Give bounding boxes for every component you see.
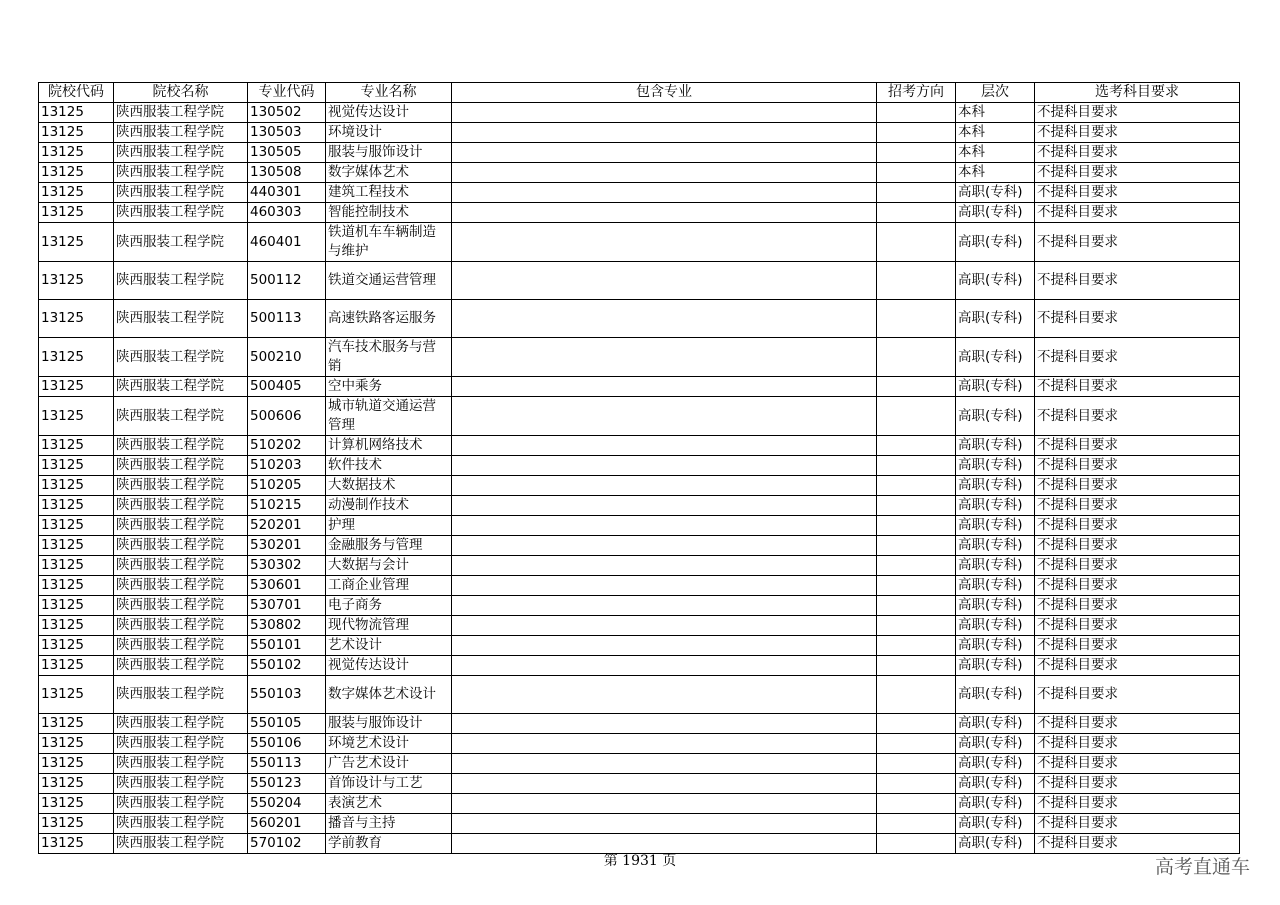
cell-col-major-name: 工商企业管理 (326, 576, 452, 596)
cell-col-major-name: 服装与服饰设计 (326, 714, 452, 734)
cell-col-school-code: 13125 (39, 616, 114, 636)
cell-col-school-code: 13125 (39, 516, 114, 536)
cell-col-major-code: 510205 (248, 476, 326, 496)
table-row (39, 794, 1240, 814)
cell-col-included-majors (452, 456, 877, 476)
cell-col-level: 高职(专科) (956, 596, 1035, 616)
cell-col-included-majors (452, 656, 877, 676)
table-row (39, 436, 1240, 456)
cell-col-major-code: 530201 (248, 536, 326, 556)
cell-col-included-majors (452, 714, 877, 734)
cell-col-included-majors (452, 203, 877, 223)
cell-col-subject-requirement: 不提科目要求 (1035, 814, 1240, 834)
table-row (39, 123, 1240, 143)
cell-col-school-name: 陕西服装工程学院 (114, 714, 248, 734)
cell-col-direction (877, 203, 956, 223)
table-row (39, 397, 1240, 436)
cell-col-direction (877, 123, 956, 143)
cell-col-school-name: 陕西服装工程学院 (114, 377, 248, 397)
cell-col-subject-requirement: 不提科目要求 (1035, 656, 1240, 676)
cell-col-school-code: 13125 (39, 223, 114, 262)
cell-col-major-code: 570102 (248, 834, 326, 854)
cell-col-major-name: 现代物流管理 (326, 616, 452, 636)
cell-col-subject-requirement: 不提科目要求 (1035, 714, 1240, 734)
cell-col-school-name: 陕西服装工程学院 (114, 123, 248, 143)
cell-col-subject-requirement: 不提科目要求 (1035, 183, 1240, 203)
cell-col-included-majors (452, 476, 877, 496)
cell-col-subject-requirement: 不提科目要求 (1035, 616, 1240, 636)
cell-col-level: 高职(专科) (956, 496, 1035, 516)
cell-col-school-name: 陕西服装工程学院 (114, 143, 248, 163)
table-row (39, 338, 1240, 377)
cell-col-major-code: 510215 (248, 496, 326, 516)
cell-col-school-name: 陕西服装工程学院 (114, 223, 248, 262)
cell-col-included-majors (452, 338, 877, 377)
cell-col-level: 高职(专科) (956, 734, 1035, 754)
cell-col-included-majors (452, 774, 877, 794)
cell-col-level: 高职(专科) (956, 616, 1035, 636)
cell-col-school-code: 13125 (39, 262, 114, 300)
cell-col-direction (877, 496, 956, 516)
cell-col-school-name: 陕西服装工程学院 (114, 183, 248, 203)
cell-col-school-code: 13125 (39, 496, 114, 516)
cell-col-included-majors (452, 223, 877, 262)
cell-col-school-name: 陕西服装工程学院 (114, 616, 248, 636)
cell-col-major-name: 动漫制作技术 (326, 496, 452, 516)
cell-col-level: 高职(专科) (956, 476, 1035, 496)
cell-col-subject-requirement: 不提科目要求 (1035, 536, 1240, 556)
cell-col-school-name: 陕西服装工程学院 (114, 338, 248, 377)
cell-col-major-code: 130502 (248, 103, 326, 123)
cell-col-major-code: 550103 (248, 676, 326, 714)
cell-col-included-majors (452, 636, 877, 656)
cell-col-subject-requirement: 不提科目要求 (1035, 576, 1240, 596)
cell-col-level: 高职(专科) (956, 377, 1035, 397)
cell-col-school-name: 陕西服装工程学院 (114, 556, 248, 576)
cell-col-level: 本科 (956, 123, 1035, 143)
cell-col-major-code: 550102 (248, 656, 326, 676)
cell-col-level: 高职(专科) (956, 516, 1035, 536)
cell-col-major-name: 数字媒体艺术设计 (326, 676, 452, 714)
cell-col-direction (877, 714, 956, 734)
cell-col-included-majors (452, 536, 877, 556)
cell-col-direction (877, 636, 956, 656)
table-row (39, 714, 1240, 734)
cell-col-school-code: 13125 (39, 103, 114, 123)
cell-col-school-code: 13125 (39, 794, 114, 814)
cell-col-included-majors (452, 794, 877, 814)
cell-col-direction (877, 397, 956, 436)
cell-col-subject-requirement: 不提科目要求 (1035, 774, 1240, 794)
cell-col-school-code: 13125 (39, 476, 114, 496)
cell-col-subject-requirement: 不提科目要求 (1035, 163, 1240, 183)
cell-col-direction (877, 676, 956, 714)
cell-col-subject-requirement: 不提科目要求 (1035, 377, 1240, 397)
cell-col-school-name: 陕西服装工程学院 (114, 754, 248, 774)
cell-col-direction (877, 536, 956, 556)
cell-col-major-name: 艺术设计 (326, 636, 452, 656)
cell-col-school-code: 13125 (39, 183, 114, 203)
cell-col-direction (877, 476, 956, 496)
header-col-major-name: 专业名称 (326, 83, 452, 103)
cell-col-school-name: 陕西服装工程学院 (114, 656, 248, 676)
cell-col-major-code: 520201 (248, 516, 326, 536)
cell-col-school-code: 13125 (39, 834, 114, 854)
cell-col-school-name: 陕西服装工程学院 (114, 397, 248, 436)
cell-col-direction (877, 754, 956, 774)
cell-col-major-code: 130503 (248, 123, 326, 143)
table-row (39, 734, 1240, 754)
cell-col-subject-requirement: 不提科目要求 (1035, 834, 1240, 854)
cell-col-major-name: 播音与主持 (326, 814, 452, 834)
cell-col-level: 高职(专科) (956, 794, 1035, 814)
cell-col-school-code: 13125 (39, 576, 114, 596)
cell-col-major-code: 530302 (248, 556, 326, 576)
cell-col-school-name: 陕西服装工程学院 (114, 794, 248, 814)
cell-col-school-name: 陕西服装工程学院 (114, 834, 248, 854)
cell-col-direction (877, 616, 956, 636)
cell-col-direction (877, 556, 956, 576)
cell-col-included-majors (452, 397, 877, 436)
cell-col-level: 高职(专科) (956, 556, 1035, 576)
cell-col-school-name: 陕西服装工程学院 (114, 576, 248, 596)
table-row (39, 576, 1240, 596)
table-row (39, 456, 1240, 476)
cell-col-subject-requirement: 不提科目要求 (1035, 496, 1240, 516)
cell-col-school-code: 13125 (39, 436, 114, 456)
cell-col-major-name: 护理 (326, 516, 452, 536)
cell-col-major-name: 金融服务与管理 (326, 536, 452, 556)
cell-col-school-name: 陕西服装工程学院 (114, 636, 248, 656)
cell-col-major-code: 500113 (248, 300, 326, 338)
cell-col-major-code: 550123 (248, 774, 326, 794)
cell-col-school-code: 13125 (39, 754, 114, 774)
cell-col-level: 高职(专科) (956, 203, 1035, 223)
table-row (39, 754, 1240, 774)
cell-col-subject-requirement: 不提科目要求 (1035, 734, 1240, 754)
cell-col-school-name: 陕西服装工程学院 (114, 536, 248, 556)
cell-col-major-name: 软件技术 (326, 456, 452, 476)
cell-col-direction (877, 656, 956, 676)
table-row (39, 814, 1240, 834)
table-row (39, 496, 1240, 516)
cell-col-subject-requirement: 不提科目要求 (1035, 123, 1240, 143)
header-col-school-code: 院校代码 (39, 83, 114, 103)
cell-col-major-name: 高速铁路客运服务 (326, 300, 452, 338)
cell-col-major-name: 城市轨道交通运营管理 (326, 397, 452, 436)
cell-col-major-code: 460303 (248, 203, 326, 223)
cell-col-major-code: 500606 (248, 397, 326, 436)
cell-col-school-name: 陕西服装工程学院 (114, 262, 248, 300)
cell-col-included-majors (452, 300, 877, 338)
cell-col-school-code: 13125 (39, 556, 114, 576)
cell-col-major-code: 440301 (248, 183, 326, 203)
table-row (39, 223, 1240, 262)
cell-col-major-name: 大数据与会计 (326, 556, 452, 576)
table-row (39, 556, 1240, 576)
cell-col-school-name: 陕西服装工程学院 (114, 676, 248, 714)
cell-col-included-majors (452, 143, 877, 163)
table-row (39, 163, 1240, 183)
cell-col-subject-requirement: 不提科目要求 (1035, 556, 1240, 576)
table-row (39, 377, 1240, 397)
cell-col-direction (877, 734, 956, 754)
cell-col-major-code: 130505 (248, 143, 326, 163)
table-row (39, 143, 1240, 163)
cell-col-school-code: 13125 (39, 596, 114, 616)
cell-col-included-majors (452, 123, 877, 143)
admission-table (38, 82, 1240, 854)
table-row (39, 636, 1240, 656)
cell-col-subject-requirement: 不提科目要求 (1035, 456, 1240, 476)
cell-col-major-name: 数字媒体艺术 (326, 163, 452, 183)
cell-col-subject-requirement: 不提科目要求 (1035, 476, 1240, 496)
cell-col-school-code: 13125 (39, 814, 114, 834)
cell-col-major-name: 广告艺术设计 (326, 754, 452, 774)
cell-col-subject-requirement: 不提科目要求 (1035, 436, 1240, 456)
cell-col-direction (877, 143, 956, 163)
cell-col-major-code: 550105 (248, 714, 326, 734)
table-row (39, 616, 1240, 636)
cell-col-school-code: 13125 (39, 536, 114, 556)
cell-col-school-code: 13125 (39, 774, 114, 794)
cell-col-major-name: 视觉传达设计 (326, 103, 452, 123)
table-row (39, 516, 1240, 536)
cell-col-school-code: 13125 (39, 456, 114, 476)
cell-col-level: 本科 (956, 163, 1035, 183)
cell-col-level: 高职(专科) (956, 714, 1035, 734)
cell-col-major-name: 视觉传达设计 (326, 656, 452, 676)
cell-col-included-majors (452, 556, 877, 576)
cell-col-subject-requirement: 不提科目要求 (1035, 143, 1240, 163)
cell-col-direction (877, 163, 956, 183)
cell-col-major-code: 500112 (248, 262, 326, 300)
table-row (39, 774, 1240, 794)
cell-col-major-name: 汽车技术服务与营销 (326, 338, 452, 377)
cell-col-direction (877, 338, 956, 377)
cell-col-included-majors (452, 814, 877, 834)
cell-col-school-code: 13125 (39, 203, 114, 223)
cell-col-direction (877, 596, 956, 616)
cell-col-subject-requirement: 不提科目要求 (1035, 338, 1240, 377)
cell-col-subject-requirement: 不提科目要求 (1035, 262, 1240, 300)
cell-col-level: 本科 (956, 103, 1035, 123)
cell-col-subject-requirement: 不提科目要求 (1035, 516, 1240, 536)
cell-col-level: 高职(专科) (956, 834, 1035, 854)
cell-col-major-code: 550113 (248, 754, 326, 774)
watermark-text: 高考直通车 (1154, 856, 1250, 878)
cell-col-level: 高职(专科) (956, 676, 1035, 714)
cell-col-major-code: 460401 (248, 223, 326, 262)
cell-col-major-code: 530701 (248, 596, 326, 616)
cell-col-direction (877, 183, 956, 203)
cell-col-subject-requirement: 不提科目要求 (1035, 794, 1240, 814)
cell-col-school-name: 陕西服装工程学院 (114, 496, 248, 516)
cell-col-major-code: 500210 (248, 338, 326, 377)
cell-col-level: 高职(专科) (956, 774, 1035, 794)
cell-col-included-majors (452, 616, 877, 636)
cell-col-major-name: 首饰设计与工艺 (326, 774, 452, 794)
cell-col-major-name: 空中乘务 (326, 377, 452, 397)
cell-col-included-majors (452, 436, 877, 456)
cell-col-school-name: 陕西服装工程学院 (114, 596, 248, 616)
cell-col-direction (877, 814, 956, 834)
table-row (39, 183, 1240, 203)
cell-col-school-name: 陕西服装工程学院 (114, 203, 248, 223)
cell-col-included-majors (452, 576, 877, 596)
cell-col-direction (877, 103, 956, 123)
cell-col-included-majors (452, 596, 877, 616)
cell-col-major-code: 560201 (248, 814, 326, 834)
cell-col-school-name: 陕西服装工程学院 (114, 300, 248, 338)
cell-col-direction (877, 456, 956, 476)
page-number: 第 1931 页 (603, 853, 677, 869)
cell-col-major-code: 530802 (248, 616, 326, 636)
cell-col-school-code: 13125 (39, 163, 114, 183)
cell-col-major-name: 表演艺术 (326, 794, 452, 814)
cell-col-school-code: 13125 (39, 734, 114, 754)
table-row (39, 596, 1240, 616)
table-body (39, 103, 1240, 854)
cell-col-major-code: 550204 (248, 794, 326, 814)
header-col-subject-requirement: 选考科目要求 (1035, 83, 1240, 103)
cell-col-major-name: 建筑工程技术 (326, 183, 452, 203)
cell-col-school-name: 陕西服装工程学院 (114, 103, 248, 123)
cell-col-major-code: 530601 (248, 576, 326, 596)
cell-col-level: 高职(专科) (956, 300, 1035, 338)
cell-col-subject-requirement: 不提科目要求 (1035, 596, 1240, 616)
cell-col-included-majors (452, 377, 877, 397)
cell-col-school-code: 13125 (39, 636, 114, 656)
cell-col-major-name: 铁道机车车辆制造与维护 (326, 223, 452, 262)
cell-col-included-majors (452, 734, 877, 754)
table-row (39, 536, 1240, 556)
cell-col-major-name: 环境艺术设计 (326, 734, 452, 754)
cell-col-level: 高职(专科) (956, 536, 1035, 556)
table-header-row (39, 83, 1240, 103)
cell-col-subject-requirement: 不提科目要求 (1035, 103, 1240, 123)
cell-col-subject-requirement: 不提科目要求 (1035, 223, 1240, 262)
cell-col-level: 高职(专科) (956, 183, 1035, 203)
cell-col-direction (877, 576, 956, 596)
cell-col-included-majors (452, 163, 877, 183)
cell-col-level: 高职(专科) (956, 636, 1035, 656)
cell-col-level: 高职(专科) (956, 754, 1035, 774)
cell-col-major-code: 130508 (248, 163, 326, 183)
cell-col-school-name: 陕西服装工程学院 (114, 734, 248, 754)
cell-col-level: 高职(专科) (956, 436, 1035, 456)
cell-col-major-name: 智能控制技术 (326, 203, 452, 223)
cell-col-included-majors (452, 103, 877, 123)
cell-col-school-code: 13125 (39, 300, 114, 338)
table-row (39, 676, 1240, 714)
cell-col-major-name: 计算机网络技术 (326, 436, 452, 456)
cell-col-level: 本科 (956, 143, 1035, 163)
cell-col-school-name: 陕西服装工程学院 (114, 456, 248, 476)
cell-col-direction (877, 377, 956, 397)
cell-col-school-code: 13125 (39, 397, 114, 436)
cell-col-level: 高职(专科) (956, 456, 1035, 476)
cell-col-subject-requirement: 不提科目要求 (1035, 676, 1240, 714)
header-col-school-name: 院校名称 (114, 83, 248, 103)
cell-col-level: 高职(专科) (956, 576, 1035, 596)
cell-col-level: 高职(专科) (956, 262, 1035, 300)
cell-col-included-majors (452, 516, 877, 536)
cell-col-school-name: 陕西服装工程学院 (114, 814, 248, 834)
cell-col-direction (877, 300, 956, 338)
table-row (39, 300, 1240, 338)
cell-col-school-code: 13125 (39, 143, 114, 163)
cell-col-direction (877, 774, 956, 794)
cell-col-school-code: 13125 (39, 676, 114, 714)
cell-col-school-code: 13125 (39, 656, 114, 676)
cell-col-included-majors (452, 496, 877, 516)
cell-col-subject-requirement: 不提科目要求 (1035, 397, 1240, 436)
cell-col-major-name: 服装与服饰设计 (326, 143, 452, 163)
cell-col-included-majors (452, 754, 877, 774)
cell-col-major-name: 学前教育 (326, 834, 452, 854)
cell-col-school-name: 陕西服装工程学院 (114, 476, 248, 496)
cell-col-school-name: 陕西服装工程学院 (114, 436, 248, 456)
cell-col-direction (877, 223, 956, 262)
cell-col-major-name: 大数据技术 (326, 476, 452, 496)
cell-col-included-majors (452, 183, 877, 203)
cell-col-direction (877, 516, 956, 536)
cell-col-subject-requirement: 不提科目要求 (1035, 300, 1240, 338)
cell-col-school-code: 13125 (39, 338, 114, 377)
cell-col-major-code: 500405 (248, 377, 326, 397)
cell-col-major-code: 550106 (248, 734, 326, 754)
table-row (39, 203, 1240, 223)
cell-col-direction (877, 262, 956, 300)
cell-col-school-code: 13125 (39, 123, 114, 143)
cell-col-major-code: 510202 (248, 436, 326, 456)
table-row (39, 476, 1240, 496)
cell-col-subject-requirement: 不提科目要求 (1035, 203, 1240, 223)
cell-col-school-code: 13125 (39, 714, 114, 734)
cell-col-subject-requirement: 不提科目要求 (1035, 636, 1240, 656)
cell-col-included-majors (452, 676, 877, 714)
cell-col-major-name: 环境设计 (326, 123, 452, 143)
cell-col-subject-requirement: 不提科目要求 (1035, 754, 1240, 774)
cell-col-level: 高职(专科) (956, 656, 1035, 676)
cell-col-major-code: 550101 (248, 636, 326, 656)
cell-col-included-majors (452, 262, 877, 300)
header-col-major-code: 专业代码 (248, 83, 326, 103)
cell-col-major-name: 铁道交通运营管理 (326, 262, 452, 300)
cell-col-major-code: 510203 (248, 456, 326, 476)
cell-col-direction (877, 794, 956, 814)
cell-col-direction (877, 436, 956, 456)
header-col-included-majors: 包含专业 (452, 83, 877, 103)
header-col-level: 层次 (956, 83, 1035, 103)
cell-col-school-code: 13125 (39, 377, 114, 397)
cell-col-school-name: 陕西服装工程学院 (114, 516, 248, 536)
cell-col-level: 高职(专科) (956, 338, 1035, 377)
cell-col-school-name: 陕西服装工程学院 (114, 774, 248, 794)
table-row (39, 103, 1240, 123)
cell-col-school-name: 陕西服装工程学院 (114, 163, 248, 183)
table-row (39, 262, 1240, 300)
cell-col-level: 高职(专科) (956, 397, 1035, 436)
cell-col-major-name: 电子商务 (326, 596, 452, 616)
cell-col-level: 高职(专科) (956, 814, 1035, 834)
cell-col-level: 高职(专科) (956, 223, 1035, 262)
table-row (39, 656, 1240, 676)
header-col-direction: 招考方向 (877, 83, 956, 103)
